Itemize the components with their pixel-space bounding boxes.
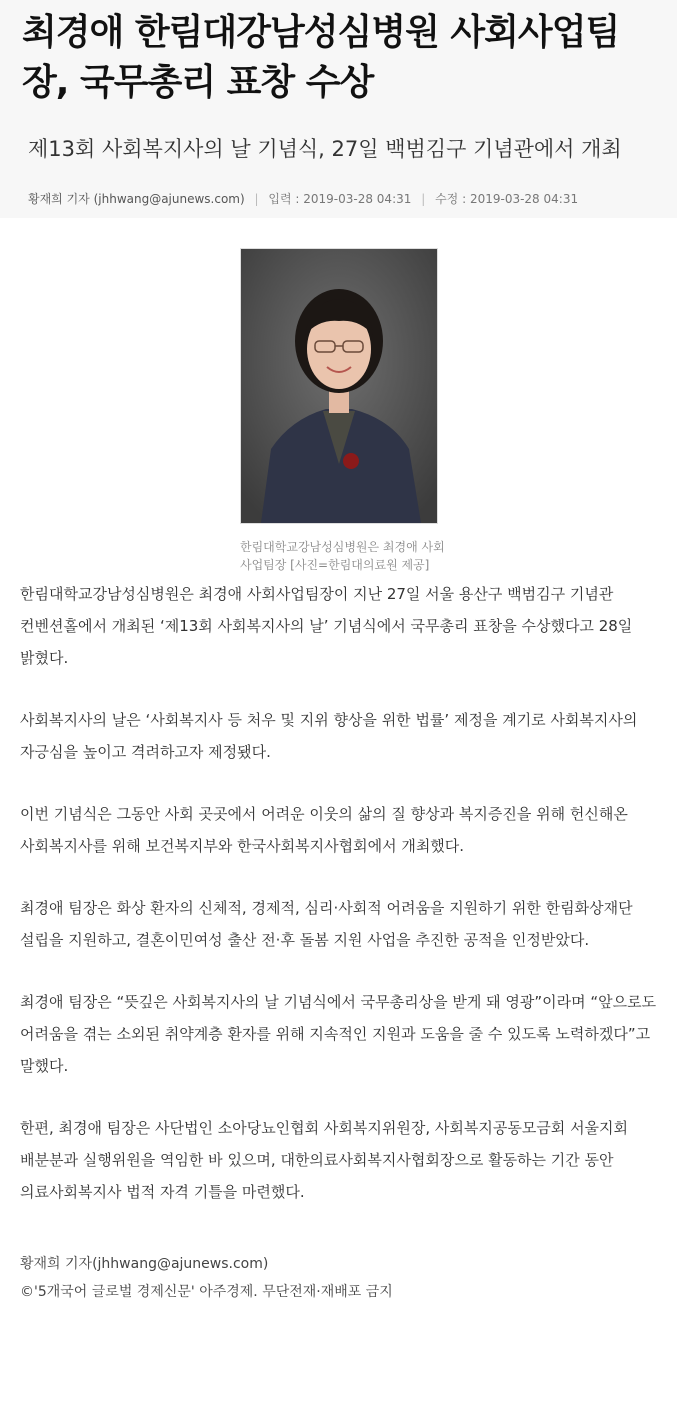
article-paragraph: 최경애 팀장은 화상 환자의 신체적, 경제적, 심리·사회적 어려움을 지원하기 위한 한림화상재단 설립을 지원하고, 결혼이민여성 출산 전·후 돌봄 지원 사업을 추진한 공적을 인정받았다. (20, 899, 633, 949)
byline-separator: | (421, 192, 426, 206)
article-footer (0, 1250, 677, 1306)
article-header (0, 0, 677, 218)
article-body (0, 578, 677, 1208)
photo-caption: 한림대학교강남성심병원은 최경애 사회사업팀장 [사진=한림대의료원 제공] (240, 540, 445, 572)
article-photo-block (240, 248, 445, 574)
byline-modified: 수정 : 2019-03-28 04:31 (435, 192, 579, 206)
article-paragraph: 최경애 팀장은 “뜻깊은 사회복지사의 날 기념식에서 국무총리상을 받게 돼 영광”이라며 “앞으로도 어려움을 겪는 소외된 취약계층 환자를 위해 지속적인 지원과 도움을 줄 수 있도록 노력하겠다”고 말했다. (20, 993, 657, 1075)
article-paragraph: 한편, 최경애 팀장은 사단법인 소아당뇨인협회 사회복지위원장, 사회복지공동모금회 서울지회 배분분과 실행위원을 역임한 바 있으며, 대한의료사회복지사협회장으로 활동하는 기간 동안 의료사회복지사 법적 자격 기틀을 마련했다. (20, 1119, 629, 1201)
footer-author[interactable]: 황재희 기자(jhhwang@ajunews.com) (20, 1256, 269, 1272)
portrait-photo (240, 248, 438, 524)
footer-copyright: ©'5개국어 글로벌 경제신문' 아주경제. 무단전재·재배포 금지 (20, 1284, 393, 1300)
byline-published: 입력 : 2019-03-28 04:31 (268, 192, 412, 206)
byline-separator: | (254, 192, 259, 206)
article-paragraph: 사회복지사의 날은 ‘사회복지사 등 처우 및 지위 향상을 위한 법률’ 제정을 계기로 사회복지사의 자긍심을 높이고 격려하고자 제정됐다. (20, 711, 638, 761)
byline (28, 190, 657, 207)
article-subtitle: 제13회 사회복지사의 날 기념식, 27일 백범김구 기념관에서 개최 (28, 137, 622, 161)
byline-author[interactable]: 황재희 기자 (jhhwang@ajunews.com) (28, 192, 245, 206)
article-paragraph: 이번 기념식은 그동안 사회 곳곳에서 어려운 이웃의 삶의 질 향상과 복지증진을 위해 헌신해온 사회복지사를 위해 보건복지부와 한국사회복지사협회에서 개최했다. (20, 805, 628, 855)
article-title: 최경애 한림대강남성심병원 사회사업팀장, 국무총리 표창 수상 (22, 12, 620, 103)
article-paragraph: 한림대학교강남성심병원은 최경애 사회사업팀장이 지난 27일 서울 용산구 백범김구 기념관 컨벤션홀에서 개최된 ‘제13회 사회복지사의 날’ 기념식에서 국무총리 표창을 수상했다고 28일 밝혔다. (20, 585, 633, 667)
